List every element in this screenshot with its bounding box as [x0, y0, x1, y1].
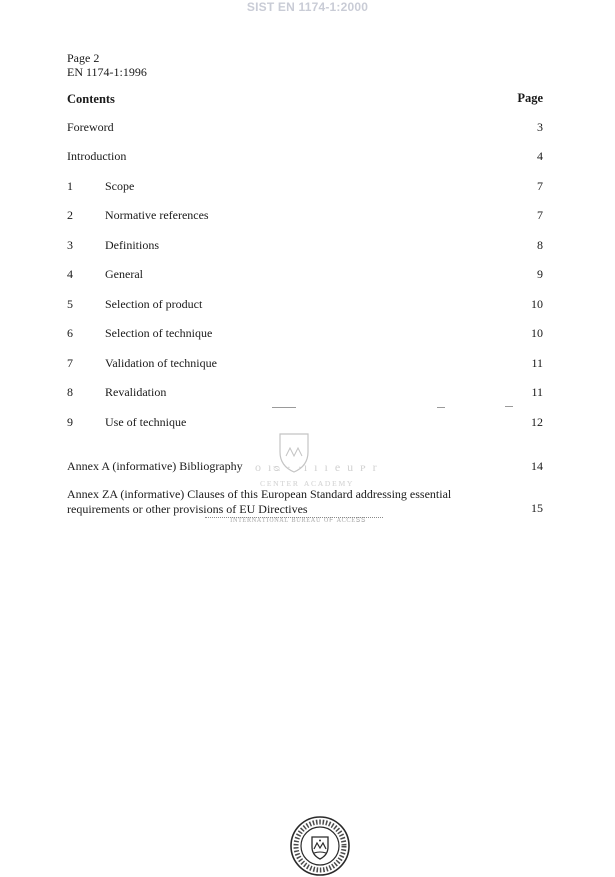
toc-entry-title: Annex A (informative) Bibliography [67, 459, 243, 473]
toc-entry-number: 3 [67, 238, 73, 252]
svg-text:ᴄᴇɴᴛᴇʀ ᴀᴄᴀᴅᴇᴍʏ: ᴄᴇɴᴛᴇʀ ᴀᴄᴀᴅᴇᴍʏ [260, 477, 354, 489]
toc-entry-page: 11 [531, 385, 543, 399]
toc-entry-page: 11 [531, 356, 543, 370]
toc-entry-use-of-technique[interactable] [0, 414, 615, 430]
toc-entry-title: Introduction [67, 149, 127, 163]
toc-entry-title: Scope [105, 179, 135, 193]
svg-text:ɪɴᴛᴇʀɴᴀᴛɪᴏɴᴀʟ ʙᴜʀᴇᴀᴜ ᴏꜰ ᴀᴄᴄᴇꜱꜱ: ɪɴᴛᴇʀɴᴀᴛɪᴏɴᴀʟ ʙᴜʀᴇᴀᴜ ᴏꜰ ᴀᴄᴄᴇꜱꜱ [230, 514, 367, 524]
toc-entry-title: Foreword [67, 120, 114, 134]
toc-entry-number: 4 [67, 267, 73, 281]
contents-heading: Contents [67, 92, 115, 106]
toc-entry-title: Validation of technique [105, 356, 217, 370]
toc-entry-definitions[interactable] [0, 237, 615, 253]
toc-entry-number: 5 [67, 297, 73, 311]
toc-entry-title: Selection of product [105, 297, 203, 311]
toc-entry-page: 7 [537, 208, 543, 222]
toc-entry-annex-za[interactable] [67, 487, 497, 517]
annex-za-title-line-2: requirements or other provisions of EU Directives [67, 502, 308, 516]
page-label: Page 2 [67, 51, 100, 65]
toc-entry-general[interactable] [0, 266, 615, 282]
watermark: SIST EN 1174-1:2000 [246, 0, 369, 14]
toc-entry-title: Normative references [105, 208, 209, 222]
toc-entry-number: 7 [67, 356, 73, 370]
toc-entry-page: 9 [537, 267, 543, 281]
toc-entry-normative-references[interactable] [0, 207, 615, 223]
toc-entry-number: 6 [67, 326, 73, 340]
toc-entry-page: 8 [537, 238, 543, 252]
official-seal [289, 815, 351, 877]
toc-entry-validation-of-technique[interactable] [0, 355, 615, 371]
toc-entry-title: General [105, 267, 143, 281]
toc-entry-revalidation[interactable] [0, 384, 615, 400]
toc-entry-number: 9 [67, 415, 73, 429]
toc-entry-title: Definitions [105, 238, 159, 252]
toc-entry-title: Use of technique [105, 415, 187, 429]
faint-library-stamp [230, 430, 400, 540]
svg-text:o ıᴓ · ·ı ı ı e u ᴘ r: o ıᴓ · ·ı ı ı e u ᴘ r [255, 460, 379, 474]
standard-number: EN 1174-1:1996 [67, 65, 147, 79]
toc-entry-page: 10 [531, 326, 543, 340]
toc-entry-selection-of-product[interactable] [0, 296, 615, 312]
scan-mark [505, 406, 513, 407]
toc-entry-page: 3 [537, 120, 543, 134]
toc-entry-foreword[interactable] [0, 119, 615, 135]
toc-entry-page: 15 [531, 501, 543, 515]
annex-za-title-line-1: Annex ZA (informative) Clauses of this European Standard addressing essential [67, 487, 452, 501]
scan-mark [272, 407, 296, 408]
toc-entry-annex-a[interactable] [0, 458, 615, 474]
toc-entry-page: 14 [531, 459, 543, 473]
toc-entry-page: 10 [531, 297, 543, 311]
toc-entry-number: 2 [67, 208, 73, 222]
toc-entry-title: Revalidation [105, 385, 167, 399]
dotted-leader [205, 517, 383, 518]
scan-mark [437, 407, 445, 408]
toc-entry-page: 4 [537, 149, 543, 163]
toc-entry-title: Selection of technique [105, 326, 213, 340]
page-column-heading: Page [517, 91, 543, 105]
toc-entry-page: 12 [531, 415, 543, 429]
toc-entry-introduction[interactable] [0, 148, 615, 164]
toc-entry-page: 7 [537, 179, 543, 193]
toc-entry-scope[interactable] [0, 178, 615, 194]
toc-entry-number: 1 [67, 179, 73, 193]
toc-entry-selection-of-technique[interactable] [0, 325, 615, 341]
toc-entry-number: 8 [67, 385, 73, 399]
